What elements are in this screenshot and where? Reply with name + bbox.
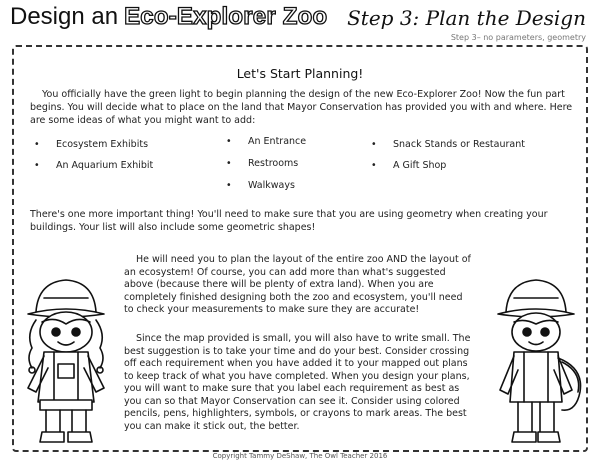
title-part1: Design an: [10, 3, 119, 30]
list-item: • Ecosystem Exhibits: [34, 139, 149, 150]
list-item: • A Gift Shop: [371, 160, 447, 171]
geometry-paragraph: There's one more important thing! You'll need to make sure that you are using geometry when creating your buildings. Your list will also include some geometric shapes!: [30, 209, 548, 233]
step-subtitle: Step 3– no parameters, geometry: [450, 33, 586, 42]
copyright-text: Copyright Tammy DeShaw, The Owl Teacher 2016: [212, 452, 388, 460]
page-title: [10, 3, 327, 31]
layout-paragraph: He will need you to plan the layout of the entire zoo AND the layout of an ecosystem! Of course, you can add more than what's suggested above (because there will be plenty of extra land). When you are completely finished designing both the zoo and ecosystem, you'll need to check your measurements to make sure they are accurate!: [124, 254, 471, 315]
section-heading: Let's Start Planning!: [236, 66, 364, 81]
explorer-kid-right-illustration: [484, 272, 588, 450]
list-item: • An Aquarium Exhibit: [34, 160, 154, 171]
list-item: • Snack Stands or Restaurant: [371, 139, 525, 150]
title-part2: Eco-Explorer Zoo: [124, 3, 328, 30]
list-item: • An Entrance: [226, 136, 307, 147]
step-title: Step 3: Plan the Design: [347, 6, 586, 30]
map-paragraph: Since the map provided is small, you will also have to write small. The best suggestion is to take your time and do your best. Consider crossing off each requirement when you have added it to your mapped out plans to keep track of what you have completed. When you design your plans, you will want to make sure that you label each requirement as best as you can so that Mayor Conservation can see it. Consider using colored pencils, pens, highlighters, symbols, or crayons to mark areas. The best you can make it stick out, the better.: [124, 333, 471, 432]
explorer-kid-left-illustration: [14, 272, 118, 450]
list-item: • Walkways: [226, 180, 295, 191]
list-item: • Restrooms: [226, 158, 299, 169]
intro-paragraph: You officially have the green light to begin planning the design of the new Eco-Explorer Zoo! Now the fun part begins. You will decide what to place on the land that Mayor Conservation has provided you with and where. Here are some ideas of what you might want to add:: [30, 89, 573, 126]
